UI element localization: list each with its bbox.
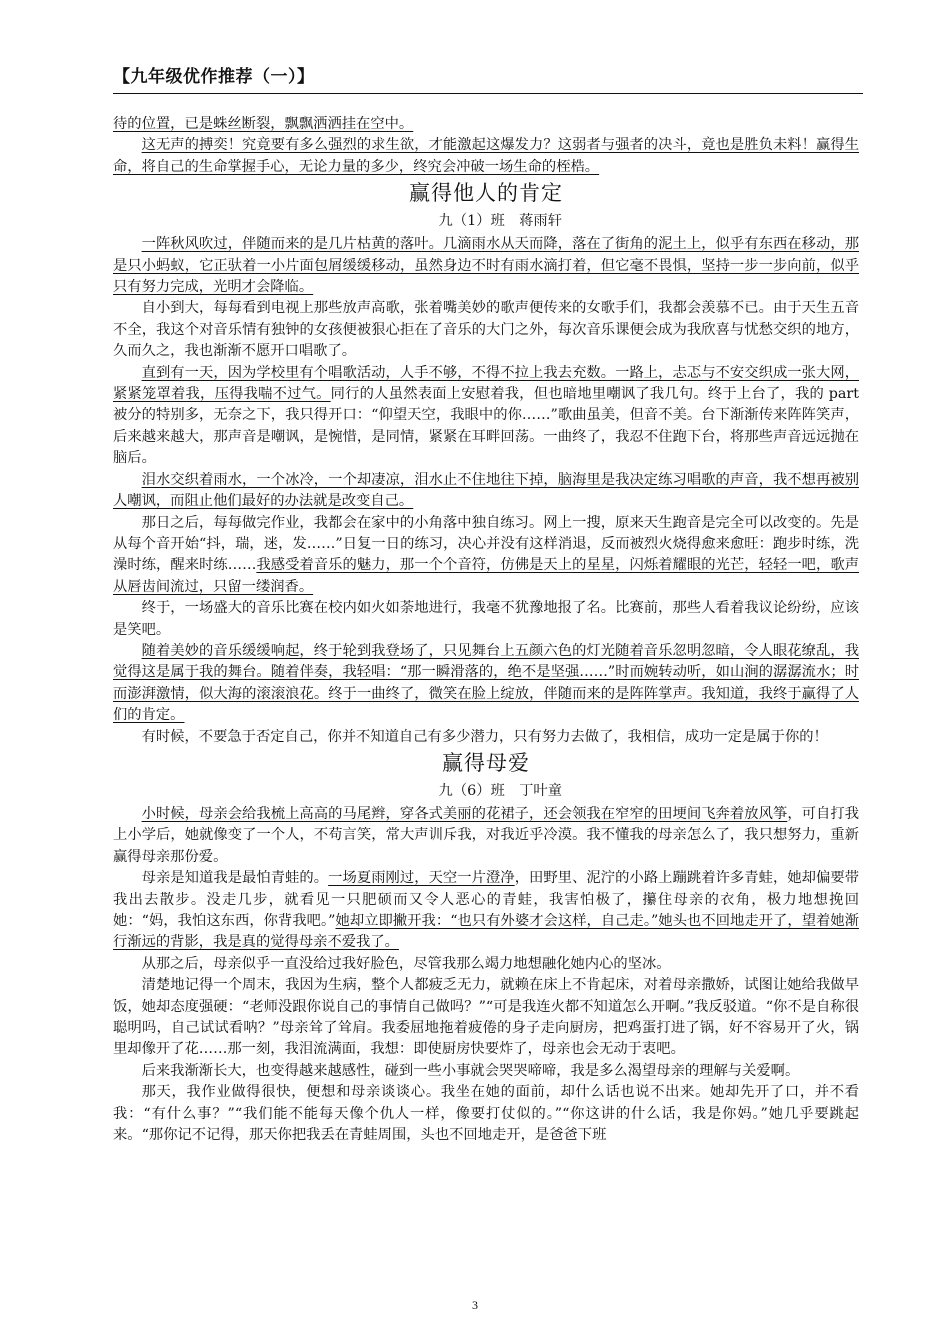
paragraph (113, 641, 859, 727)
essay-author: 九（6）班 丁叶童 (438, 782, 563, 799)
paragraph: 从那之后，母亲似乎一直没给过我好脸色，尽管我那么竭力地想融化她内心的坚冰。 (141, 955, 671, 972)
underlined-text: 直到有一天，因为学校里有个唱歌活动，人手不够，不得不拉上我去充数。一路上，忐忑与不安交织成一张大网，紧紧笼罩着我，压得我喘不过气。 (113, 364, 859, 403)
underlined-text: 她却立即撇开我：“也只有外婆才会这样，自己走。”她头也不回地走开了，望着她渐行渐远的背影，我是真的觉得母亲不爱我了。 (113, 913, 860, 951)
paragraph (113, 234, 859, 298)
header-title: 【九年级优作推荐（一）】 (113, 67, 315, 87)
underlined-text: 泪水交织着雨水，一个冰冷，一个却凄凉，泪水止不住地往下掉，脑海里是我决定练习唱歌的声音，我不想再被别人嘲讽，而阻止他们最好的办法就是改变自己。 (113, 471, 859, 510)
underlined-text: 一场夏雨刚过，天空一片澄净 (328, 870, 515, 887)
paragraph: 后来我渐渐长大，也变得越来越感性，碰到一些小事就会哭哭啼啼，我是多么渴望母亲的理解与关爱啊。 (141, 1062, 800, 1079)
paragraph (113, 804, 859, 868)
paragraph-text: 同行的人虽然表面上安慰着我，但也暗地里嘲讽了我几句。终于上台了，我的 part 被分的特别多，无奈之下，我只得开口：“仰望天空，我眼中的你……”歌曲虽美，但音不美。台下渐渐传来阵阵笑声，后来越来越大，那声音是嘲讽，是惋惜，是同情，紧紧在耳畔回荡。一曲终了，我忍不住跑下台，将那些声音远远抛在脑后。 (113, 386, 860, 467)
document-body (113, 114, 859, 1146)
underlined-text: 一阵秋风吹过，伴随而来的是几片枯黄的落叶。几滴雨水从天而降，落在了街角的泥土上，似乎有东西在移动，那是只小蚂蚁，它正驮着一小片面包屑缓缓移动，虽然身边不时有雨水滴打着，但它毫不畏惧，坚持一步一步向前，似乎只有努力完成，光明才会降临。 (113, 236, 859, 296)
underlined-text: 我感受着音乐的魅力，那一个个音符，仿佛是天上的星星，闪烁着耀眼的光芒，轻轻一吧，歌声从唇齿间流过，只留一缕润香。 (113, 557, 860, 595)
paragraph (113, 363, 859, 470)
page-number: 3 (472, 1298, 478, 1312)
paragraph: 那天，我作业做得很快，便想和母亲谈谈心。我坐在她的面前，却什么话也说不出来。她却先开了口，并不看我：“有什么事？”“我们能不能每天像个仇人一样，像要打仗似的。”“你这讲的什么话，我是你妈。”她几乎要跳起来。“那你记不记得，那天你把我丢在青蛙周围，头也不回地走开，是爸爸下班 (113, 1084, 859, 1144)
essay-title: 赢得母爱 (442, 750, 530, 775)
paragraph: 有时候，不要急于否定自己，你并不知道自己有多少潜力，只有努力去做了，我相信，成功一定是属于你的！ (141, 728, 828, 745)
paragraph-text: ，田野里、泥泞的小路上蹦跳着许多青蛙，她却偏要带我出去散步。没走几步，就看见一只肥硕而又令人恶心的青蛙，我害怕极了，攥住母亲的衣角，极力地想挽回她：“妈，我怕这东西，你背我吧。” (113, 870, 860, 929)
paragraph: 终于，一场盛大的音乐比赛在校内如火如荼地进行，我毫不犹豫地报了名。比赛前，那些人看着我议论纷纷，应该是笑吧。 (113, 600, 859, 638)
paragraph-text: 那日之后，每每做完作业，我都会在家中的小角落中独自练习。网上一搜，原来天生跑音是完全可以改变的。先是从每个音开始“抖，瑞，迷，发……”日复一日的练习，决心并没有这样消退，反而被烈火烧得愈来愈旺：跑步时练，洗澡时练，醒来时练…… (113, 514, 859, 574)
underlined-text: 这无声的搏奕！究竟要有多么强烈的求生欲，才能激起这爆发力？这弱者与强者的决斗，竟也是胜负未料！赢得生命，将自己的生命掌握手心，无论力量的多少，终究会冲破一场生命的桎梏。 (113, 137, 859, 175)
underlined-text: 待的位置，已是蛛丝断裂，飘飘洒洒挂在空中。 (113, 116, 414, 132)
paragraph (113, 513, 859, 599)
paragraph (113, 868, 859, 954)
page-header (113, 62, 863, 94)
paragraph: 清楚地记得一个周末，我因为生病，整个人都疲乏无力，就赖在床上不肯起床，对着母亲撒娇，试图让她给我做早饭，她却态度强硬：“老师没跟你说自己的事情自己做吗？”“可是我连火都不知道怎么开啊。”我反驳道。“你不是自称很聪明吗，自己试试看呐？”母亲耸了耸肩。我委屈地拖着疲倦的身子走向厨房，把鸡蛋打进了锅，好不容易开了火，锅里却像开了花……那一刻，我泪流满面，我想：即使厨房快要炸了，母亲也会无动于衷吧。 (113, 977, 859, 1058)
paragraph: 自小到大，每每看到电视上那些放声高歌，张着嘴美妙的歌声便传来的女歌手们，我都会羡慕不已。由于天生五音不全，我这个对音乐情有独钟的女孩便被狠心拒在了音乐的大门之外，每次音乐课便会成为我欣喜与忧愁交织的地方，久而久之，我也渐渐不愿开口唱歌了。 (113, 300, 859, 360)
paragraph-text: 母亲是知道我是最怕青蛙的。 (141, 870, 329, 887)
essay-author: 九（1）班 蒋雨轩 (438, 213, 563, 230)
paragraph (113, 470, 859, 513)
intro-paragraph (113, 114, 859, 135)
essay-title: 赢得他人的肯定 (409, 181, 563, 206)
paragraph-text: ，可自打我上小学后，她就像变了一个人，不苟言笑，常大声训斥我，对我近乎冷漠。我不懂我的母亲怎么了，我只想努力，重新赢得母亲那份爱。 (113, 805, 860, 865)
underlined-text: 小时候，母亲会给我梳上高高的马尾辫，穿各式美丽的花裙子，还会领我在窄窄的田埂间飞奔着放风筝 (141, 805, 788, 822)
intro-paragraph (113, 135, 859, 178)
underlined-text: 随着美妙的音乐缓缓响起，终于轮到我登场了，只见舞台上五颜六色的灯光随着音乐忽明忽暗，令人眼花缭乱，我觉得这是属于我的舞台。随着伴奏，我轻唱：“那一瞬滑落的，绝不是坚强……”时而婉转动听，如山涧的潺潺流水；时而澎湃激情，似大海的滚滚浪花。终于一曲终了，微笑在脸上绽放，伴随而来的是阵阵掌声。我知道，我终于赢得了人们的肯定。 (113, 642, 859, 724)
